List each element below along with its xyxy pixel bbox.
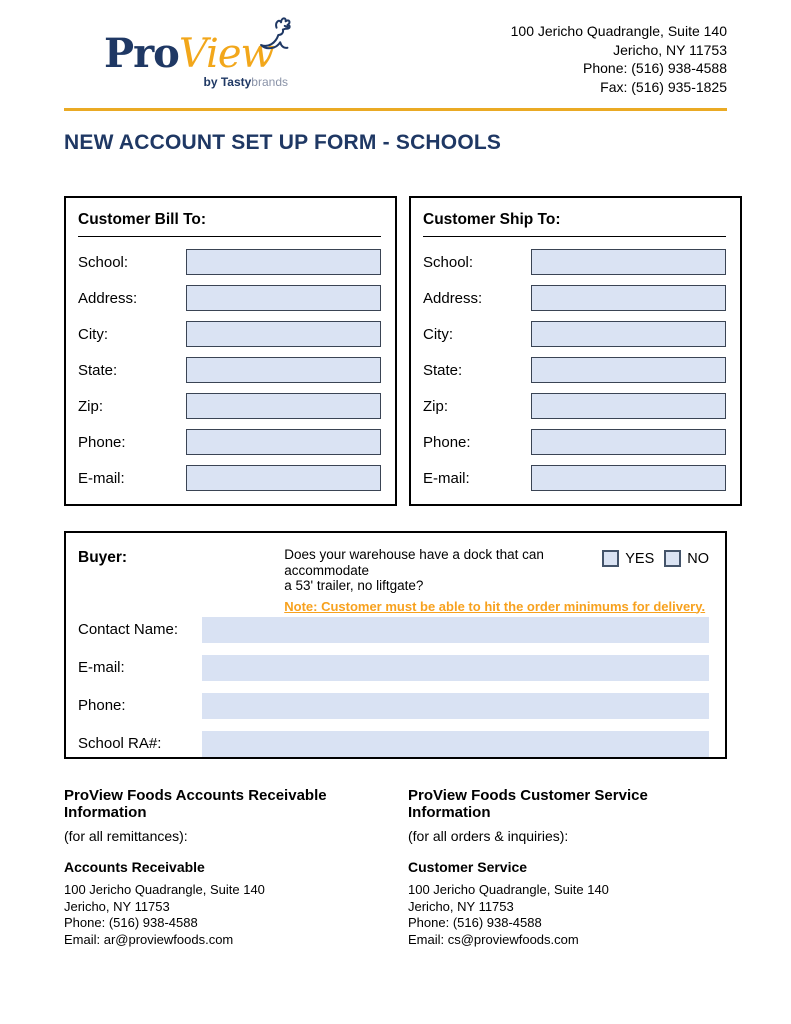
school-ra-label: School RA#: bbox=[78, 735, 162, 752]
address-phone: Phone: (516) 938-4588 bbox=[583, 60, 727, 76]
bill-phone-row bbox=[78, 429, 381, 455]
logo-by-tasty: by Tasty bbox=[203, 75, 252, 89]
yes-no-group bbox=[602, 547, 709, 567]
ar-line-2: Jericho, NY 11753 bbox=[64, 898, 170, 914]
no-checkbox[interactable] bbox=[664, 550, 681, 567]
customer-bill-to-panel bbox=[64, 196, 397, 506]
bill-ship-section bbox=[64, 196, 727, 506]
cs-email: Email: cs@proviewfoods.com bbox=[408, 931, 579, 947]
ar-line-1: 100 Jericho Quadrangle, Suite 140 bbox=[64, 882, 265, 897]
rooster-icon bbox=[252, 14, 292, 61]
buyer-email-label: E-mail: bbox=[78, 659, 125, 676]
ship-city-input[interactable] bbox=[531, 321, 726, 347]
cs-dept: Customer Service bbox=[408, 859, 528, 875]
bill-address-label: Address: bbox=[78, 289, 138, 307]
bill-phone-label: Phone: bbox=[78, 433, 126, 451]
ship-address-row bbox=[423, 285, 726, 311]
logo-pro-text: Pro bbox=[104, 30, 179, 77]
bill-zip-label: Zip: bbox=[78, 397, 104, 415]
ship-school-row bbox=[423, 249, 726, 275]
proview-logo bbox=[104, 16, 294, 96]
ship-address-input[interactable] bbox=[531, 285, 726, 311]
ship-state-input[interactable] bbox=[531, 357, 726, 383]
buyer-email-row bbox=[78, 655, 709, 681]
ship-email-label: E-mail: bbox=[423, 469, 470, 487]
bill-city-input[interactable] bbox=[186, 321, 381, 347]
ar-dept: Accounts Receivable bbox=[64, 859, 205, 875]
ship-email-row bbox=[423, 465, 726, 491]
dock-question-line1: Does your warehouse have a dock that can accommodate bbox=[284, 547, 544, 578]
ar-heading: ProView Foods Accounts Receivable Information bbox=[64, 787, 327, 821]
bill-address-input[interactable] bbox=[186, 285, 381, 311]
dock-question-line2: a 53' trailer, no liftgate? bbox=[284, 578, 424, 593]
bill-zip-row bbox=[78, 393, 381, 419]
buyer-top-row bbox=[78, 547, 709, 614]
ship-state-label: State: bbox=[423, 361, 463, 379]
ship-zip-input[interactable] bbox=[531, 393, 726, 419]
page-header bbox=[0, 0, 791, 96]
company-address-block bbox=[511, 16, 727, 96]
ship-zip-row bbox=[423, 393, 726, 419]
bill-to-heading: Customer Bill To: bbox=[78, 211, 381, 237]
cs-heading: ProView Foods Customer Service Information bbox=[408, 787, 648, 821]
ship-address-label: Address: bbox=[423, 289, 483, 307]
gold-divider bbox=[64, 108, 727, 111]
ship-school-label: School: bbox=[423, 253, 474, 271]
accounts-receivable-column bbox=[64, 787, 408, 948]
bill-state-label: State: bbox=[78, 361, 118, 379]
ar-address-lines bbox=[64, 882, 408, 948]
logo-tagline bbox=[104, 75, 294, 89]
ship-phone-label: Phone: bbox=[423, 433, 471, 451]
ship-to-heading: Customer Ship To: bbox=[423, 211, 726, 237]
contact-name-input[interactable] bbox=[202, 617, 709, 643]
bill-state-row bbox=[78, 357, 381, 383]
cs-line-1: 100 Jericho Quadrangle, Suite 140 bbox=[408, 882, 609, 897]
yes-label: YES bbox=[625, 550, 655, 567]
cs-phone: Phone: (516) 938-4588 bbox=[408, 915, 542, 930]
buyer-fields bbox=[78, 617, 709, 757]
buyer-email-input[interactable] bbox=[202, 655, 709, 681]
customer-ship-to-panel bbox=[409, 196, 742, 506]
bill-school-label: School: bbox=[78, 253, 129, 271]
buyer-phone-input[interactable] bbox=[202, 693, 709, 719]
cs-subtext: (for all orders & inquiries): bbox=[408, 828, 569, 844]
ship-city-label: City: bbox=[423, 325, 453, 343]
buyer-heading: Buyer: bbox=[78, 549, 128, 566]
logo-view-text: View bbox=[178, 31, 274, 77]
ship-school-input[interactable] bbox=[531, 249, 726, 275]
buyer-section bbox=[64, 531, 727, 759]
bill-school-row bbox=[78, 249, 381, 275]
no-label: NO bbox=[687, 550, 709, 567]
ship-phone-row bbox=[423, 429, 726, 455]
cs-address-lines bbox=[408, 882, 727, 948]
ship-email-input[interactable] bbox=[531, 465, 726, 491]
address-line-1: 100 Jericho Quadrangle, Suite 140 bbox=[510, 23, 727, 39]
buyer-phone-label: Phone: bbox=[78, 697, 126, 714]
ship-city-row bbox=[423, 321, 726, 347]
bill-email-row bbox=[78, 465, 381, 491]
page-title: NEW ACCOUNT SET UP FORM - SCHOOLS bbox=[64, 131, 502, 154]
logo-brands: brands bbox=[251, 75, 288, 89]
contact-name-row bbox=[78, 617, 709, 643]
ship-state-row bbox=[423, 357, 726, 383]
customer-service-column bbox=[408, 787, 727, 948]
footer-info-section bbox=[64, 787, 727, 948]
buyer-phone-row bbox=[78, 693, 709, 719]
bill-city-label: City: bbox=[78, 325, 108, 343]
bill-email-input[interactable] bbox=[186, 465, 381, 491]
ar-email: Email: ar@proviewfoods.com bbox=[64, 931, 234, 947]
bill-address-row bbox=[78, 285, 381, 311]
order-minimum-note: Note: Customer must be able to hit the order minimums for delivery. bbox=[284, 598, 706, 614]
ar-subtext: (for all remittances): bbox=[64, 828, 188, 844]
bill-school-input[interactable] bbox=[186, 249, 381, 275]
bill-city-row bbox=[78, 321, 381, 347]
ship-phone-input[interactable] bbox=[531, 429, 726, 455]
yes-checkbox[interactable] bbox=[602, 550, 619, 567]
bill-email-label: E-mail: bbox=[78, 469, 125, 487]
school-ra-input[interactable] bbox=[202, 731, 709, 757]
ar-phone: Phone: (516) 938-4588 bbox=[64, 915, 198, 930]
ship-zip-label: Zip: bbox=[423, 397, 449, 415]
address-line-2: Jericho, NY 11753 bbox=[613, 41, 727, 58]
bill-phone-input[interactable] bbox=[186, 429, 381, 455]
contact-name-label: Contact Name: bbox=[78, 621, 179, 638]
school-ra-row bbox=[78, 731, 709, 757]
bill-zip-input[interactable] bbox=[186, 393, 381, 419]
bill-state-input[interactable] bbox=[186, 357, 381, 383]
address-fax: Fax: (516) 935-1825 bbox=[600, 78, 727, 95]
cs-line-2: Jericho, NY 11753 bbox=[408, 898, 514, 914]
